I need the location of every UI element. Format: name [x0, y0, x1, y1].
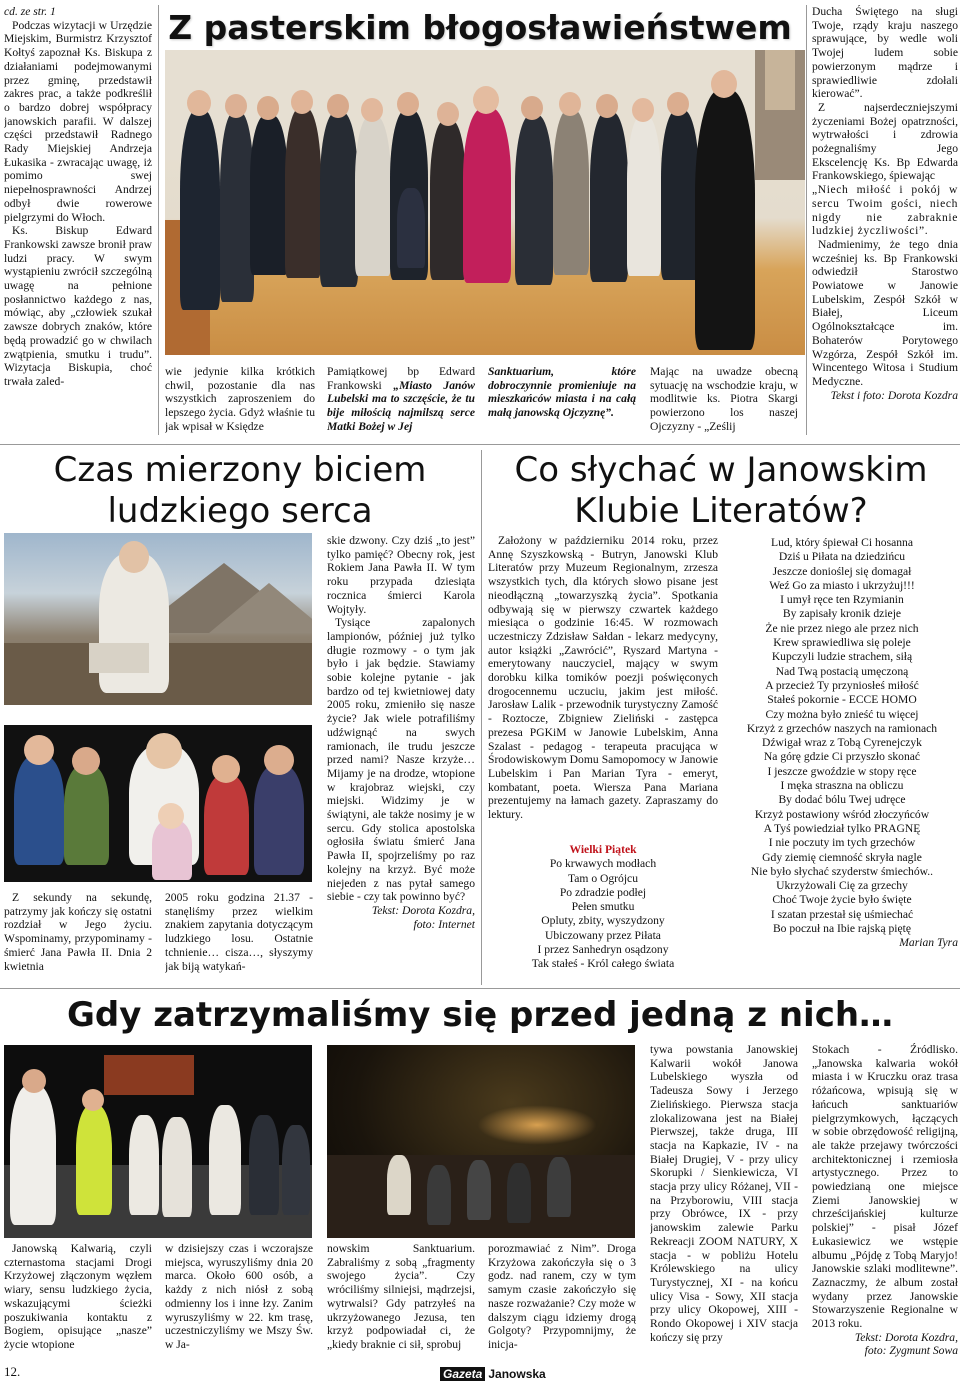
a4-col5-text: tywa powstania Janowskiej Kalwarii wokół Janowa Lubelskiego wyszła od Tadeusza Sowy i Jerzego Zielińskiego. Pierwsza stacja zlokalizowana jest na Białej Pierwszej, także druga, III stacja na Kapkazie, IV - na Białej Drugiej, V - przy ulicy Skorupki / Sienkiewicza, VI stacja przy ulicy Różanej, VII - na Przyborowiu, VIII stacja przy Obrówce, IX - przy janowskim zalewie Parku Rekreacji ZOOM NATURY, X stacja - w pobliżu Hotelu Królewskiego na ulicy Turystycznej, XI - na końcu ulicy Visa - Sowy, XII stacja przy ulicy Okopowej, XIII - Rondo Okopowej i XIV stacja kończy się przy	[650, 1043, 798, 1344]
a3-title	[482, 450, 960, 532]
a2-col1	[4, 891, 152, 979]
a4-col2-text: w dzisiejszy czas i wczorajsze miejsca, wyruszyliśmy dnia 20 marca. Około 600 osób, a każdy z nich niósł z sobą odmienny los i inne łzy. Zanim wyruszyliśmy w 22. km trasę, uczestniczyliśmy we Mszy Św. w Ja-	[165, 1242, 313, 1351]
a2-col3b-text: Tysiące zapalonych lampionów, później już tylko długie rozmowy - o tym jak było i jak będzie. Stawiamy sobie kolejne pytanie - jak bardzo od tej kwietniowej daty 2005 roku, zmieniło się nasze życie? Jak wiele potrafiliśmy udźwignąć na swych ramionach, ile trudu jeszcze przed nami? Nasze krzyże… Mijamy je na drodze, wtopione w krajobraz wiejski, czy miejski. Widzimy je w świątyni, ale także nosimy je w sercu. Gdy stolica apostolska ogłosiła światu śmierć Jana Pawła II, spojrzeliśmy po raz kolejny na krzyż. Być może niejeden z nas pytał samego siebie - czy tak powinno być?	[327, 616, 475, 904]
a4-title: Gdy zatrzymaliśmy się przed jedną z nich…	[66, 995, 894, 1035]
poem-line: Ubiczowany przez Piłata	[545, 928, 661, 942]
a2-title-line2: ludzkiego serca	[107, 491, 373, 531]
poem-line: Tam o Ogrójcu	[567, 871, 639, 885]
a4-col5	[650, 1043, 798, 1366]
a1-col5-text: Mając na uwadze obecną sytuację na wschodzie kraju, w modlitwie ks. Piotra Skargi powierzono los naszej Ojczyzny - „Ześlij	[650, 365, 798, 433]
a1-col6b-text: Z najserdeczniejszymi życzeniami Bożej opatrzności, wytrwałości i zdrowia pożegnaliśmy Jego Ekscelencję Ks. Bp Edwarda Frankowskiego, śpiewając	[812, 100, 958, 183]
poem-line: Dziś u Piłata na dziedzińcu	[778, 550, 906, 564]
a1-col4	[488, 365, 636, 437]
poem-line: Stałeś pokornie - ECCE HOMO	[767, 693, 917, 707]
poem-line: Pełen smutku	[571, 900, 635, 914]
a1-col6-quote: „Niech miłość i pokój w sercu Twoim gości, niech nigdy nie zabraknie ludzkiej życzliwości”.	[812, 183, 958, 238]
a2-col2-text: 2005 roku godzina 21.37 - stanęliśmy przez wielkim znakiem zapytania dotyczącym ludzkiego losu. Ostatnie tchnienie… cisza…, słyszymy jak biją watykań-	[165, 891, 313, 973]
a2-credit-foto: foto: Internet	[413, 917, 475, 931]
poem-line: Krzyż postawiony wśród złoczyńców	[754, 807, 930, 821]
poem-line: Gdy ziemię ciemność skryła nagle	[762, 850, 922, 864]
divider	[158, 5, 159, 435]
poem-line: Choć Twoje życie było święte	[772, 893, 912, 907]
a1-col6-text: Ducha Świętego na sługi Twoje, rządy kraju naszego sprawujące, by wedle woli Twojej ludem sobie powierzonym mądrze i sprawiedliwie zdołali kierować”.	[812, 5, 958, 101]
a1-credit: Tekst i foto: Dorota Kozdra	[830, 388, 958, 402]
a1-col1	[4, 5, 152, 435]
a3-body-text: Założony w październiku 2014 roku, przez Annę Szyszkowską - Butryn, Janowski Klub Literatów przy Muzeum Regionalnym, zrzesza wszystkich tych, dla których słowo pisane jest nieodłączną „towarzyszką życia”. Spotkania odbywają się w pierwszy czwartek każdego miesiąca o godzinie 16:45. W rozmowach uczestniczy Zdzisław Sałdan - lekarz medycyny, autor książki „Zawrócić”, Ryszard Martyna - emerytowany nauczyciel, mający w swym dorobku kilka tomików poezji poświęconych drogocennemu uczuciu, jakim jest miłość. Jarosław Lalik - przewodnik turystyczny Zamość - Roztocze, Zbigniew Zieliński - zastępca prezesa PGKiM w Janowie Lubelskim, Anna Szalast - pedagog - terapeuta pracująca w Środowiskowym Domu Samopomocy w Janowie Lubelskim i Pan Marian Tyra - emeryt, kombatant, poeta. Wiersza Pana Mariana prezentujemy na łamach gazety. Zapraszamy do lektury.	[488, 534, 718, 822]
a2-col1-text: Z sekundy na sekundę, patrzymy jak kończy się ostatni rozdział w Jego życiu. Wspominamy, przypominamy - śmierć Jana Pawła II. Dnia 2 kwietnia	[4, 891, 152, 973]
a3-title-line2: Klubie Literatów?	[574, 491, 868, 531]
poem-line: I nie poczuty im tych grzechów	[768, 836, 916, 850]
masthead-gazeta: Gazeta	[440, 1367, 485, 1381]
poem-line: Weź Go za miasto i ukrzyżuj!!!	[769, 578, 915, 592]
mountain-photo	[4, 533, 312, 705]
poem-line: I umył ręce ten Rzymianin	[780, 593, 904, 607]
a4-col4	[488, 1242, 636, 1366]
a1-col5	[650, 365, 798, 437]
a4-col6	[812, 1043, 958, 1368]
a2-credit-text: Tekst: Dorota Kozdra,	[371, 903, 475, 917]
poem-line: By zapisały kronik dzieje	[782, 607, 902, 621]
poem-line: Nie było słychać szyderstw śmiechów..	[750, 864, 934, 878]
poem-line: Jeszcze donioślej się domagał	[772, 564, 912, 578]
a1-col6	[812, 5, 958, 437]
pope-children-photo	[4, 725, 312, 882]
poem-title: Wielki Piątek	[569, 843, 637, 856]
a2-col3-text: skie dzwony. Czy dziś „to jest” tylko pamięć? Obecny rok, jest Rokiem Jana Pawła II. W tym roku przypada dziesiąta rocznica śmierci Karola Wojtyły.	[327, 534, 475, 616]
a2-col3	[327, 534, 475, 982]
a1-col2	[165, 365, 315, 437]
divider	[806, 5, 807, 435]
poem-line: By dodać bólu Twej udręce	[778, 793, 906, 807]
poem-line: A przecież Ty przyniosłeś miłość	[765, 678, 919, 692]
a4-col4-text: porozmawiać z Nim”. Droga Krzyżowa zakończyła się o 3 godz. nad ranem, czy w tym samym czasie zakończyło się nasze rozważanie? Czy może w dalszym ciągu idziemy drogą Golgoty? Przypomnijmy, że inicja-	[488, 1242, 636, 1351]
poem-line: Opluty, zbity, wyszydzony	[541, 914, 665, 928]
poem-line: Tak stałeś - Król całego świata	[531, 957, 675, 971]
continuation-note: cd. ze str. 1	[4, 5, 56, 18]
poem-line: Po krwawych modłach	[549, 857, 657, 871]
divider	[0, 988, 960, 989]
poem-line: Krzyż z grzechów naszych na ramionach	[746, 721, 938, 735]
masthead-logo	[440, 1366, 549, 1381]
divider	[0, 444, 960, 445]
poem-line: Krew sprawiedliwa się poleje	[773, 636, 911, 650]
poem-line: Czy można było znieść tu więcej	[765, 707, 919, 721]
a3-body	[488, 534, 718, 840]
a4-col3-text: nowskim Sanktuarium. Zabraliśmy z sobą „fragmenty swojego życia”. Czy wróciliśmy silniejsi, mądrzejsi, wytrwalsi? Gdy patrzyłeś na ukrzyżowanego Jezusa, ten krzyż podpowiadał ci, że „kiedy braknie ci sił, sprobuj	[327, 1242, 475, 1351]
a1-col3-quote: „Miasto Janów Lubelski ma to szczęście, że tu bije miłością najmilszą serce Matki Bożej w Jej	[327, 378, 475, 433]
a2-title	[0, 450, 480, 532]
a1-title: Z pasterskim błogosławieństwem	[168, 8, 792, 47]
poem-line: Kupczyli ludzie strachem, siłą	[771, 650, 913, 664]
a2-col2	[165, 891, 313, 979]
a1-col3	[327, 365, 475, 437]
poem-line: Że nie przez niego ale przez nich	[765, 621, 919, 635]
a4-col6-text: Stokach - Źródlisko. „Janowska kalwaria wokół miasta i w Kruczku oraz trasa różańcowa, wpisują się w łańcuch sanktuariów pielgrzymkowych, łączących w sobie obrzędowość religijną, ale także przejawy twórczości architektonicznej i rzemiosła artystycznego. Przez to powiedzianą one miejsce Ziemi Janowskiej w chrześcijańskiej kulturze polskiej” - pisał Józef Łukasiewicz we wstępie albumu „Pójdę z Tobą Maryjo! Janowskie szlaki modlitewne”. Zaznaczmy, że album został wydany przez Janowskie Stowarzyszenie Regionalne w 2013 roku.	[812, 1043, 958, 1331]
a1-col1-text: Podczas wizytacji w Urzędzie Miejskim, Burmistrz Krzysztof Kołtyś zapoznał Ks. Biskupa z działaniami podejmowanymi przez gminę, przedstawił zakres prac, a także podkreślił o bardzo dobrej współpracy janowskich parafii. W dalszej części przedstawił Radnego Rady Miejskiej Andrzeja Łukasika - zwracając uwagę, iż pomimo swej niepełnosprawności Andrzej odbył dwie rowerowe pielgrzymi do Włoch.	[4, 18, 152, 224]
poem-line: I szatan przestał się uśmiechać	[770, 907, 914, 921]
a3-poem1	[488, 843, 718, 972]
poem-line: Nad Twą postacią umęczoną	[775, 664, 909, 678]
a4-col1-text: Janowską Kalwarią, czyli czternastoma stacjami Drogi Krzyżowej złączonym węzłem wiary, sensu ludzkiego życia, wskazującymi ścieżki poszukiwania kontaktu z Bogiem, opisujące „nasze” życie wtopione	[4, 1242, 152, 1351]
a1-col4-text: Sanktuarium, które dobroczynnie promieniuje na mieszkańców miasta i na całą małą janowską Ojczyznę”.	[488, 365, 636, 420]
masthead-janowska: Janowska	[488, 1366, 546, 1381]
a3-title-line1: Co słychać w Janowskim	[514, 450, 928, 490]
night-procession-photo	[327, 1045, 635, 1238]
poem-line: Po zdradzie podłej	[559, 885, 647, 899]
priests-photo	[4, 1045, 312, 1238]
poem-line: I przez Sanhedryn osądzony	[537, 943, 669, 957]
poem-line: Dźwigał wraz z Tobą Cyrenejczyk	[762, 736, 922, 750]
a1-col1b-text: Ks. Biskup Edward Frankowski zawsze bronił praw ludzi pracy. W swym wystąpieniu zwrócił szczególną uwagę na pełnione posłannictwo każdego z nas, mówiąc, aby „człowiek szukał zawsze dobrych znaków, które będą prowadzić go w chwilach zwątpienia, smutku i trudu”. Wizytacja Biskupia, choć trwała zaled-	[4, 224, 152, 388]
poem-line: I męka straszna na obliczu	[780, 779, 904, 793]
a4-credit-text: Tekst: Dorota Kozdra,	[854, 1330, 958, 1344]
poem-line: Lud, który śpiewał Ci hosanna	[770, 536, 913, 549]
a2-title-line1: Czas mierzony biciem	[53, 450, 427, 490]
a1-col6c-text: Nadmienimy, że tego dnia wcześniej ks. Bp Frankowski odwiedził Starostwo Powiatowe w Janowie Lubelskim, Zespół Szkół w Białej, Liceum Ogólnokształcące im. Bohaterów Porytowego Wzgórza, Zespół Szkół im. Wincentego Witosa i Studium Medyczne.	[812, 237, 958, 388]
page-number: 12.	[4, 1364, 21, 1379]
poem-line: I jeszcze gwoździe w stopy ręce	[767, 764, 917, 778]
a1-col3-text: Pamiątkowej bp Edward Frankowski	[327, 365, 475, 392]
poem-author: Marian Tyra	[899, 936, 958, 950]
a4-col1	[4, 1242, 152, 1366]
poem-line: A Tyś powiedział tylko PRAGNĘ	[763, 821, 921, 835]
a3-poem2	[726, 536, 958, 951]
poem-line: Bo poczuł na Ibie rajską piętę	[772, 922, 912, 936]
poem-line: Na górę gdzie Ci przyszło skonać	[763, 750, 921, 764]
a4-credit-foto: foto: Zygmunt Sowa	[864, 1344, 958, 1358]
a1-col2-text: wie jedynie kilka krótkich chwil, pozostanie dla nas wszystkich zaproszeniem do lepszego życia. Gdyż właśnie tu jak wpisał w Księdze	[165, 365, 315, 433]
a4-col3	[327, 1242, 475, 1366]
a4-col2	[165, 1242, 313, 1366]
poem-line: Ukrzyżowali Cię za grzechy	[776, 879, 908, 893]
group-photo	[165, 50, 805, 355]
